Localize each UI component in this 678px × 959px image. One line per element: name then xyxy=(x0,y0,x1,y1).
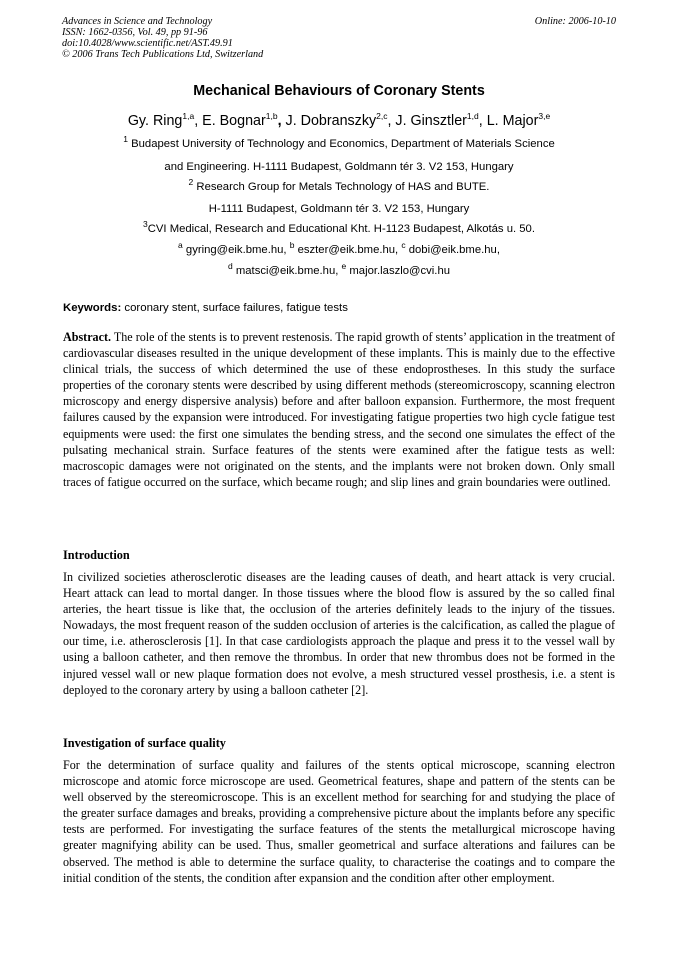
email-c: dobi@eik.bme.hu, xyxy=(408,244,500,256)
copyright-line: © 2006 Trans Tech Publications Ltd, Switzerland xyxy=(62,49,264,60)
author-name: J. Ginsztler xyxy=(395,113,467,129)
email-a: gyring@eik.bme.hu, xyxy=(185,244,287,256)
journal-name: Advances in Science and Technology xyxy=(62,16,213,27)
keywords xyxy=(63,302,348,314)
author-sup: 1,d xyxy=(466,111,479,122)
issn-line: ISSN: 1662-0356, Vol. 49, pp 91-96 xyxy=(62,27,208,38)
affiliation-2-line-2: H-1111 Budapest, Goldmann tér 3. V2 153, Hungary xyxy=(208,203,470,215)
affiliation-3: $^3$CVI Medical, Research and Educational Kht. H-1123 Budapest, Alkotás u. 50. xyxy=(143,219,535,235)
abstract xyxy=(63,329,615,490)
section-heading: Introduction xyxy=(63,548,130,562)
keywords-text: coronary stent, surface failures, fatigue tests xyxy=(124,302,348,314)
section-text: For the determination of surface quality and failures of the stents optical microscope, scanning electron microscope and atomic force microscope are used. Geometrical features, shape and pattern of the stents can be well observed by the stereomicroscope. This is an excellent method for searching for and studying the place of the greater surface damages and breaks, providing a comprehensive picture about the implants before any specific tests are performed. For investigating the surface features of the stents the metallurgical microscope having greater magnifying ability can be used. Thus, smaller geometrical and surface alterations and failures can be observed. The method is able to determine the surface quality, to characterise the coatings and to compare the initial condition of the stents, the condition after expansion and the condition after other employment. xyxy=(63,758,615,885)
author-sup: 1,a xyxy=(182,111,195,122)
abstract-text: The role of the stents is to prevent restenosis. The rapid growth of stents’ application in the treatment of cardiovascular diseases resulted in the unique development of these implants. This is mainly due to the effective clinical trials, the success of which determined the use of these endoprostheses. In this study the surface properties of the coronary stents were described by using different methods (stereomicroscopy, scanning electron microscopy and energy dispersive analysis) before and after balloon expansion. Furthermore, the most frequent failures caused by the expansion were introduced. For investigating fatigue properties two high cycle fatigue test equipments were used: the first one simulates the bending stress, and the second one simulates the effect of the pulsating mechanical strain. Surface features of the stents were examined after the fatigue tests as well: macroscopic damages were not originated on the stents, and the implants were not broken down. Only small traces of fatigue occurred on the surface, which became rough; and slip lines and grain boundaries were outlined. xyxy=(63,330,615,489)
author-sup: 1,b xyxy=(265,111,278,122)
affiliation-1-line-2: and Engineering. H-1111 Budapest, Goldmann tér 3. V2 153, Hungary xyxy=(164,161,514,173)
author-sup: 2,c xyxy=(376,111,388,122)
author-name: L. Major xyxy=(486,113,539,129)
author-name: Gy. Ring xyxy=(127,113,183,129)
keywords-label: Keywords: xyxy=(63,302,122,314)
email-line-1: $^a$ gyring@eik.bme.hu, $^b$ eszter@eik.bme.hu, $^c$ dobi@eik.bme.hu, xyxy=(178,240,500,256)
email-line-2: $^d$ matsci@eik.bme.hu, $^e$ major.laszlo@cvi.hu xyxy=(227,261,451,277)
author-sup: 3,e xyxy=(538,111,551,122)
section-text: In civilized societies atherosclerotic diseases are the leading causes of death, and heart attack is very crucial. Heart attack can lead to mortal danger. In those tissues where the blood flow is assured by the so called final arteries, the heart tissue is like that, the occlusion of the arteries definitely leads to the injury of the tissues. Nowadays, the most frequent reason of the sudden occlusion of arteries is the calcification, as called the plague of our time, i.e. atherosclerosis [1]. In that case cardiologists approach the plaque and press it to the vessel wall by using a balloon catheter, and then remove the thrombus. In order that new thrombus does not be formed in the injured vessel wall or new plaque formation does not evolve, a mesh structured vessel prosthesis, i.e. a stent is deployed to the coronary artery by using a balloon catheter [2]. xyxy=(63,570,615,697)
author-list: Gy. Ring$^{1,a}$, E. Bognar$^{1,b}$, J. Dobranszky$^{2,c}$, J. Ginsztler$^{1,d}$, L. Major$^{3,e}$ xyxy=(127,111,551,129)
abstract-label: Abstract. xyxy=(63,330,112,344)
doi-line: doi:10.4028/www.scientific.net/AST.49.91 xyxy=(62,38,233,49)
affiliation-1-line-1: $^1$ Budapest University of Technology and Economics, Department of Materials Science xyxy=(123,134,555,150)
affiliation-2-line-1: $^2$ Research Group for Metals Technology of HAS and BUTE. xyxy=(188,177,490,193)
paper-title: Mechanical Behaviours of Coronary Stents xyxy=(193,83,485,99)
author-name: E. Bognar xyxy=(202,113,266,129)
email-b: eszter@eik.bme.hu, xyxy=(297,244,399,256)
section-heading: Investigation of surface quality xyxy=(63,736,226,750)
email-e: major.laszlo@cvi.hu xyxy=(349,265,451,277)
journal-header xyxy=(62,16,616,60)
author-name: J. Dobranszky xyxy=(285,113,377,129)
email-d: matsci@eik.bme.hu, xyxy=(235,265,339,277)
online-date: Online: 2006-10-10 xyxy=(534,16,616,27)
